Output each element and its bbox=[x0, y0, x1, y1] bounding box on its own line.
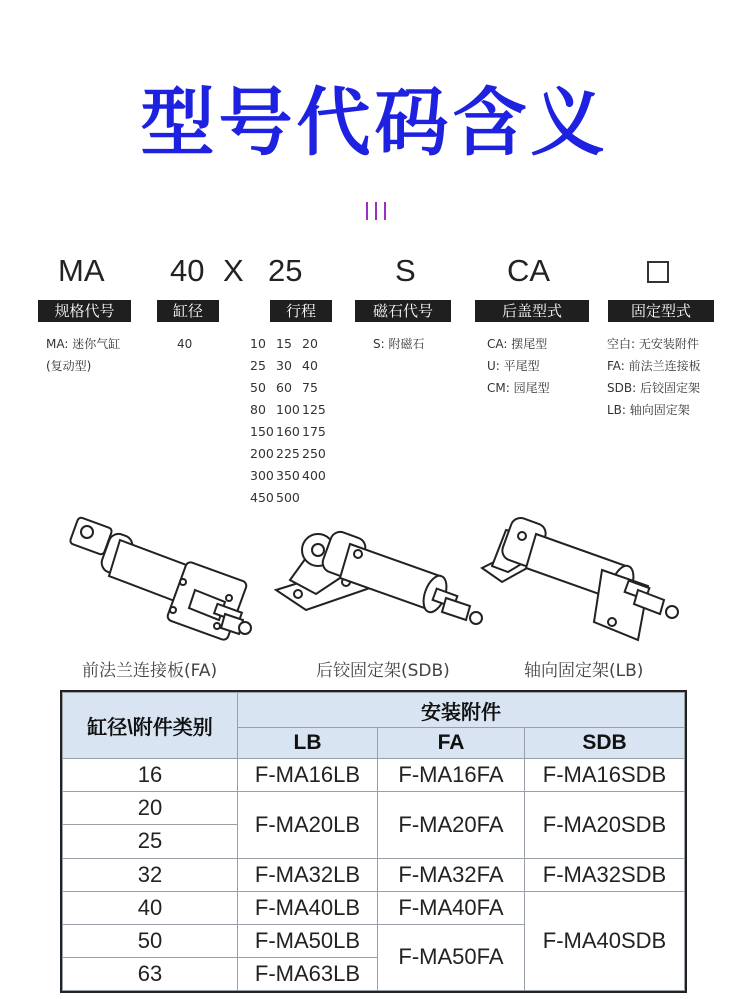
stroke-value: 25 bbox=[250, 358, 266, 373]
desc-magnet bbox=[373, 333, 424, 355]
stroke-value: 60 bbox=[276, 380, 292, 395]
desc-series-line: (复动型) bbox=[46, 359, 92, 373]
lb-cell: F-MA20LB bbox=[238, 792, 378, 858]
label-bore: 缸径 bbox=[157, 300, 219, 322]
table-row bbox=[63, 891, 685, 924]
sdb-cell: F-MA40SDB bbox=[525, 891, 685, 990]
desc-bore-line: 40 bbox=[177, 337, 193, 351]
stroke-row bbox=[250, 487, 328, 509]
stroke-row bbox=[250, 443, 328, 465]
desc-mount bbox=[607, 333, 701, 421]
stroke-value: 450 bbox=[250, 490, 274, 505]
label-rear: 后盖型式 bbox=[475, 300, 589, 322]
label-series: 规格代号 bbox=[38, 300, 131, 322]
stroke-row bbox=[250, 465, 328, 487]
code-bore: 40 bbox=[170, 253, 205, 288]
desc-series-line: MA: 迷你气缸 bbox=[46, 337, 121, 351]
code-x: X bbox=[223, 253, 244, 288]
caption-sdb: 后铰固定架(SDB) bbox=[316, 661, 450, 681]
fa-cell: F-MA50FA bbox=[378, 924, 525, 990]
stroke-row bbox=[250, 377, 328, 399]
cylinder-fa-image bbox=[65, 510, 255, 650]
table-group-header: 安装附件 bbox=[238, 693, 685, 728]
desc-rear-line: CM: 园尾型 bbox=[487, 381, 550, 395]
stroke-row bbox=[250, 399, 328, 421]
lb-cell: F-MA50LB bbox=[238, 924, 378, 957]
stroke-value: 160 bbox=[276, 424, 300, 439]
fa-cell: F-MA32FA bbox=[378, 858, 525, 891]
desc-rear-line: CA: 摆尾型 bbox=[487, 337, 548, 351]
desc-mount-line: SDB: 后铰固定架 bbox=[607, 381, 700, 395]
desc-rear bbox=[487, 333, 550, 399]
fa-cell: F-MA20FA bbox=[378, 792, 525, 858]
code-stroke: 25 bbox=[268, 253, 303, 288]
desc-mount-line: LB: 轴向固定架 bbox=[607, 403, 690, 417]
label-stroke: 行程 bbox=[270, 300, 332, 322]
lb-cell: F-MA32LB bbox=[238, 858, 378, 891]
caption-fa: 前法兰连接板(FA) bbox=[82, 661, 218, 681]
table-col-fa: FA bbox=[378, 728, 525, 759]
stroke-value: 125 bbox=[302, 402, 326, 417]
code-rear: CA bbox=[507, 253, 551, 288]
desc-series bbox=[46, 333, 120, 377]
table-row bbox=[63, 858, 685, 891]
desc-magnet-line: S: 附磁石 bbox=[373, 337, 425, 351]
stroke-value: 80 bbox=[250, 402, 266, 417]
stroke-value: 10 bbox=[250, 336, 266, 351]
table-corner-header: 缸径\附件类别 bbox=[63, 693, 238, 759]
bore-cell: 16 bbox=[63, 759, 238, 792]
code-magnet: S bbox=[395, 253, 416, 288]
table-row bbox=[63, 792, 685, 825]
desc-mount-line: FA: 前法兰连接板 bbox=[607, 359, 701, 373]
stroke-value: 500 bbox=[276, 490, 300, 505]
bore-cell: 32 bbox=[63, 858, 238, 891]
lb-cell: F-MA16LB bbox=[238, 759, 378, 792]
stroke-value: 300 bbox=[250, 468, 274, 483]
label-mount: 固定型式 bbox=[608, 300, 714, 322]
table-col-lb: LB bbox=[238, 728, 378, 759]
desc-rear-line: U: 平尾型 bbox=[487, 359, 540, 373]
sdb-cell: F-MA32SDB bbox=[525, 858, 685, 891]
bore-cell: 63 bbox=[63, 957, 238, 990]
bore-cell: 40 bbox=[63, 891, 238, 924]
stroke-value: 100 bbox=[276, 402, 300, 417]
desc-bore bbox=[177, 333, 192, 355]
stroke-value: 30 bbox=[276, 358, 292, 373]
stroke-value: 250 bbox=[302, 446, 326, 461]
stroke-value: 350 bbox=[276, 468, 300, 483]
fa-cell: F-MA40FA bbox=[378, 891, 525, 924]
stroke-values bbox=[250, 333, 328, 509]
table-col-sdb: SDB bbox=[525, 728, 685, 759]
desc-mount-line: 空白: 无安装附件 bbox=[607, 337, 699, 351]
lb-cell: F-MA40LB bbox=[238, 891, 378, 924]
accessory-table bbox=[60, 690, 687, 993]
bore-cell: 50 bbox=[63, 924, 238, 957]
stroke-value: 20 bbox=[302, 336, 318, 351]
stroke-value: 40 bbox=[302, 358, 318, 373]
sdb-cell: F-MA20SDB bbox=[525, 792, 685, 858]
page-title: 型号代码含义 bbox=[140, 80, 609, 166]
cylinder-sdb-image bbox=[270, 510, 490, 650]
cylinder-lb-image bbox=[478, 510, 698, 650]
table-row bbox=[63, 759, 685, 792]
code-series: MA bbox=[58, 253, 105, 288]
stroke-row bbox=[250, 355, 328, 377]
code-mount-box bbox=[647, 261, 669, 283]
bore-cell: 25 bbox=[63, 825, 238, 858]
sdb-cell: F-MA16SDB bbox=[525, 759, 685, 792]
bore-cell: 20 bbox=[63, 792, 238, 825]
stroke-value: 225 bbox=[276, 446, 300, 461]
stroke-value bbox=[302, 487, 328, 509]
stroke-value: 50 bbox=[250, 380, 266, 395]
stroke-value: 75 bbox=[302, 380, 318, 395]
label-magnet: 磁石代号 bbox=[355, 300, 451, 322]
stroke-value: 175 bbox=[302, 424, 326, 439]
stroke-value: 15 bbox=[276, 336, 292, 351]
stroke-row bbox=[250, 333, 328, 355]
stroke-value: 200 bbox=[250, 446, 274, 461]
stroke-value: 150 bbox=[250, 424, 274, 439]
caption-lb: 轴向固定架(LB) bbox=[524, 661, 644, 681]
stroke-row bbox=[250, 421, 328, 443]
fa-cell: F-MA16FA bbox=[378, 759, 525, 792]
divider-marks bbox=[362, 200, 390, 222]
lb-cell: F-MA63LB bbox=[238, 957, 378, 990]
stroke-value: 400 bbox=[302, 468, 326, 483]
